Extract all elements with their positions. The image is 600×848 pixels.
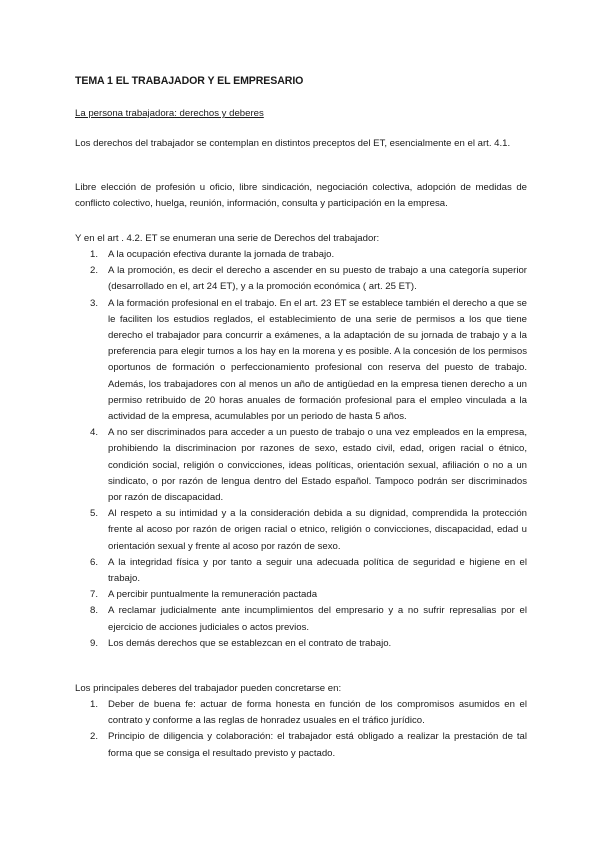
section-subtitle: La persona trabajadora: derechos y deberes bbox=[75, 108, 264, 119]
list-item bbox=[75, 603, 527, 635]
list-number: 6. bbox=[90, 556, 99, 568]
list-number: 9. bbox=[90, 637, 99, 649]
list-item-text: A la formación profesional en el trabajo. En el art. 23 ET se establece también el derecho a que se le faciliten los estudios reglados, el establecimiento de una serie de permisos a los que tiene derecho el trabajador para concurrir a exámenes, a la adaptación de su jornada de trabajo y a la preferencia para elegir turnos a los hay en la morena y es posible. A la concesión de los permisos oportunos de formación o perfeccionamiento profesional con reserva del puesto de trabajo. Además, los trabajadores con al menos un año de antigüedad en la empresa tienen derecho a un permiso retribuido de 20 horas anuales de formación profesional para el empleo vinculada a la actividad de la empresa, acumulables por un periodo de hasta 5 años. bbox=[108, 297, 527, 423]
list-item-text: Los demás derechos que se establezcan en el contrato de trabajo. bbox=[108, 637, 392, 649]
list-item bbox=[75, 636, 527, 652]
list-number: 3. bbox=[90, 297, 99, 309]
list-number: 2. bbox=[90, 265, 99, 277]
document-title: TEMA 1 EL TRABAJADOR Y EL EMPRESARIO bbox=[75, 75, 304, 87]
list-item-text: A la ocupación efectiva durante la jornada de trabajo. bbox=[108, 249, 335, 260]
rights-intro: Y en el art . 4.2. ET se enumeran una serie de Derechos del trabajador: bbox=[75, 233, 380, 244]
list-item bbox=[75, 506, 527, 555]
list-item-text: A la integridad física y por tanto a seguir una adecuada política de seguridad e higiene en el trabajo. bbox=[108, 556, 527, 585]
list-item bbox=[75, 587, 527, 603]
list-item-text: A percibir puntualmente la remuneración pactada bbox=[108, 589, 318, 601]
list-item bbox=[75, 296, 527, 426]
list-number: 5. bbox=[90, 508, 99, 520]
list-item-text: Principio de diligencia y colaboración: el trabajador está obligado a realizar la prestación de tal forma que se consiga el resultado previsto y pactado. bbox=[108, 731, 527, 759]
list-number: 2. bbox=[90, 731, 99, 743]
list-number: 1. bbox=[90, 699, 99, 710]
list-item-text: Deber de buena fe: actuar de forma honesta en función de los compromisos asumidos en el contrato y conforme a las reglas de honradez usuales en el tráfico jurídico. bbox=[108, 699, 527, 727]
list-number: 7. bbox=[90, 589, 99, 601]
list-item bbox=[75, 425, 527, 506]
list-number: 4. bbox=[90, 427, 99, 439]
duties-list bbox=[75, 697, 527, 762]
list-item bbox=[75, 263, 527, 295]
rights-list bbox=[75, 247, 527, 652]
list-number: 8. bbox=[90, 605, 99, 617]
list-item bbox=[75, 247, 527, 263]
list-item-text: A no ser discriminados para acceder a un puesto de trabajo o una vez empleados en la empresa, prohibiendo la discriminacion por razones de sexo, estado civil, edad, origen racial o étnico, condición social, religión o convicciones, ideas políticas, orientación sexual, afiliación o no a un sindicato, o por razón de lengua dentro del Estado español. Tampoco podrán ser discriminados por razón de discapacidad. bbox=[108, 427, 527, 504]
list-item-text: A reclamar judicialmente ante incumplimientos del empresario y a no sufrir represalias por el ejercicio de acciones judiciales o actos previos. bbox=[108, 605, 527, 633]
list-item bbox=[75, 697, 527, 729]
list-item bbox=[75, 555, 527, 587]
duties-intro: Los principales deberes del trabajador pueden concretarse en: bbox=[75, 683, 342, 694]
list-number: 1. bbox=[90, 249, 99, 260]
list-item bbox=[75, 729, 527, 761]
freedoms-paragraph: Libre elección de profesión u oficio, libre sindicación, negociación colectiva, adopción de medidas de conflicto colectivo, huelga, reunión, información, consulta y participación en la empresa. bbox=[75, 182, 527, 210]
intro-paragraph: Los derechos del trabajador se contemplan en distintos preceptos del ET, esencialmente en el art. 4.1. bbox=[75, 138, 511, 149]
list-item-text: Al respeto a su intimidad y a la consideración debida a su dignidad, comprendida la protección frente al acoso por razón de origen racial o etnico, religión o convicciones, discapacidad, edad u orientación sexual y frente al acoso por razón de sexo. bbox=[108, 508, 527, 552]
list-item-text: A la promoción, es decir el derecho a ascender en su puesto de trabajo a una categoría superior (desarrollado en el, art 24 ET), y a la promoción económica ( art. 25 ET). bbox=[108, 265, 527, 293]
